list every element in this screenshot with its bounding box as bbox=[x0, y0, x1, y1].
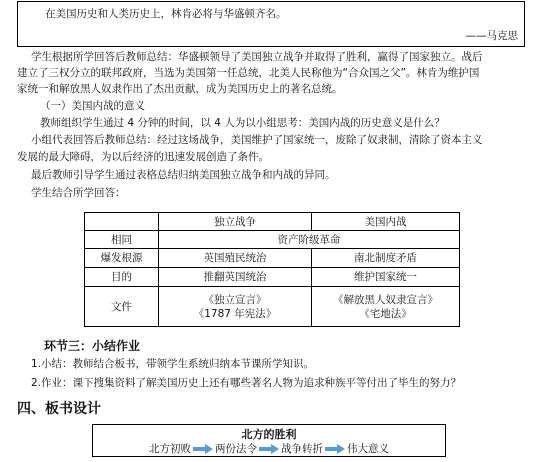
paragraph-3-line-1: 小组代表回答后教师总结：经过这场战争，美国维护了国家统一，废除了奴隶制，清除了资本主义 bbox=[31, 134, 483, 146]
doc-civil-war-1: 《解放黑人奴隶宣言》 bbox=[333, 293, 438, 306]
paragraph-4: 最后教师引导学生通过表格总结归纳美国独立战争和内战的异同。 bbox=[31, 169, 336, 181]
table-row bbox=[85, 249, 460, 268]
cell-same-value: 资产阶级革命 bbox=[159, 231, 460, 249]
board-step-3: 战争转折 bbox=[281, 443, 323, 455]
board-step-1: 北方初败 bbox=[149, 443, 191, 455]
paragraph-2: 教师组织学生通过 4 分钟的时间，以 4 人为以小组思考：美国内战的历史意义是什么？ bbox=[40, 117, 445, 129]
section-3-item-2: 2.作业：课下搜集资料了解美国历史上还有哪些著名人物为追求种族平等付出了毕生的努力？ bbox=[31, 377, 462, 389]
cell-goal-independence: 推翻英国统治 bbox=[159, 268, 312, 287]
board-title: 北方的胜利 bbox=[241, 428, 297, 441]
paragraph-5: 学生结合所学回答： bbox=[31, 187, 126, 199]
cell-goal-civil-war: 维护国家统一 bbox=[312, 268, 460, 287]
quote-box bbox=[17, 1, 525, 47]
row-label-cause: 爆发根源 bbox=[85, 249, 159, 268]
paragraph-3-line-2: 发展的最大障碍，为以后经济的迅速发展创造了条件。 bbox=[17, 151, 269, 163]
cell-cause-independence: 英国殖民统治 bbox=[159, 249, 312, 268]
table-header-row bbox=[85, 213, 460, 231]
board-design-box bbox=[92, 424, 446, 457]
comparison-table bbox=[84, 212, 460, 327]
row-label-goal: 目的 bbox=[85, 268, 159, 287]
table-row bbox=[85, 287, 460, 327]
table-header-empty bbox=[85, 213, 159, 231]
board-flow bbox=[93, 441, 445, 456]
arrow-right-icon bbox=[259, 444, 279, 454]
row-label-docs: 文件 bbox=[85, 287, 159, 327]
cell-cause-civil-war: 南北制度矛盾 bbox=[312, 249, 460, 268]
paragraph-1-line-2: 建立了三权分立的联邦政府，当选为美国第一任总统，北美人民称他为“合众国之父”。林肯为维护国 bbox=[17, 67, 480, 79]
section-3-item-1: 1.小结：教师结合板书，带领学生系统归纳本节课所学知识。 bbox=[31, 358, 315, 370]
board-step-4: 伟大意义 bbox=[347, 443, 389, 455]
paragraph-1-line-1: 学生根据所学回答后教师总结：华盛顿领导了美国独立战争并取得了胜利，赢得了国家独立。战后 bbox=[31, 51, 483, 63]
cell-docs-civil-war bbox=[312, 287, 460, 327]
doc-civil-war-2: 《宅地法》 bbox=[359, 307, 412, 320]
table-row bbox=[85, 268, 460, 287]
row-label-same: 相同 bbox=[85, 231, 159, 249]
table-header-civil-war: 美国内战 bbox=[312, 213, 460, 231]
quote-attribution: ——马克思 bbox=[465, 30, 518, 42]
cell-docs-independence bbox=[159, 287, 312, 327]
board-step-2: 两份法令 bbox=[215, 443, 257, 455]
table-row bbox=[85, 231, 460, 249]
arrow-right-icon bbox=[193, 444, 213, 454]
paragraph-1-line-3: 家统一和解放黑人奴隶作出了杰出贡献，成为美国历史上的著名总统。 bbox=[17, 83, 343, 95]
section-3-heading: 环节三：小结作业 bbox=[44, 339, 141, 353]
section-heading-1: （一）美国内战的意义 bbox=[40, 100, 145, 112]
arrow-right-icon bbox=[325, 444, 345, 454]
section-4-heading: 四、板书设计 bbox=[17, 401, 101, 417]
doc-independence-2: 《1787 年宪法》 bbox=[193, 307, 277, 320]
doc-independence-1: 《独立宣言》 bbox=[203, 293, 267, 306]
quote-text: 在美国历史和人类历史上，林肯必将与华盛顿齐名。 bbox=[45, 8, 287, 20]
table-header-independence: 独立战争 bbox=[159, 213, 312, 231]
